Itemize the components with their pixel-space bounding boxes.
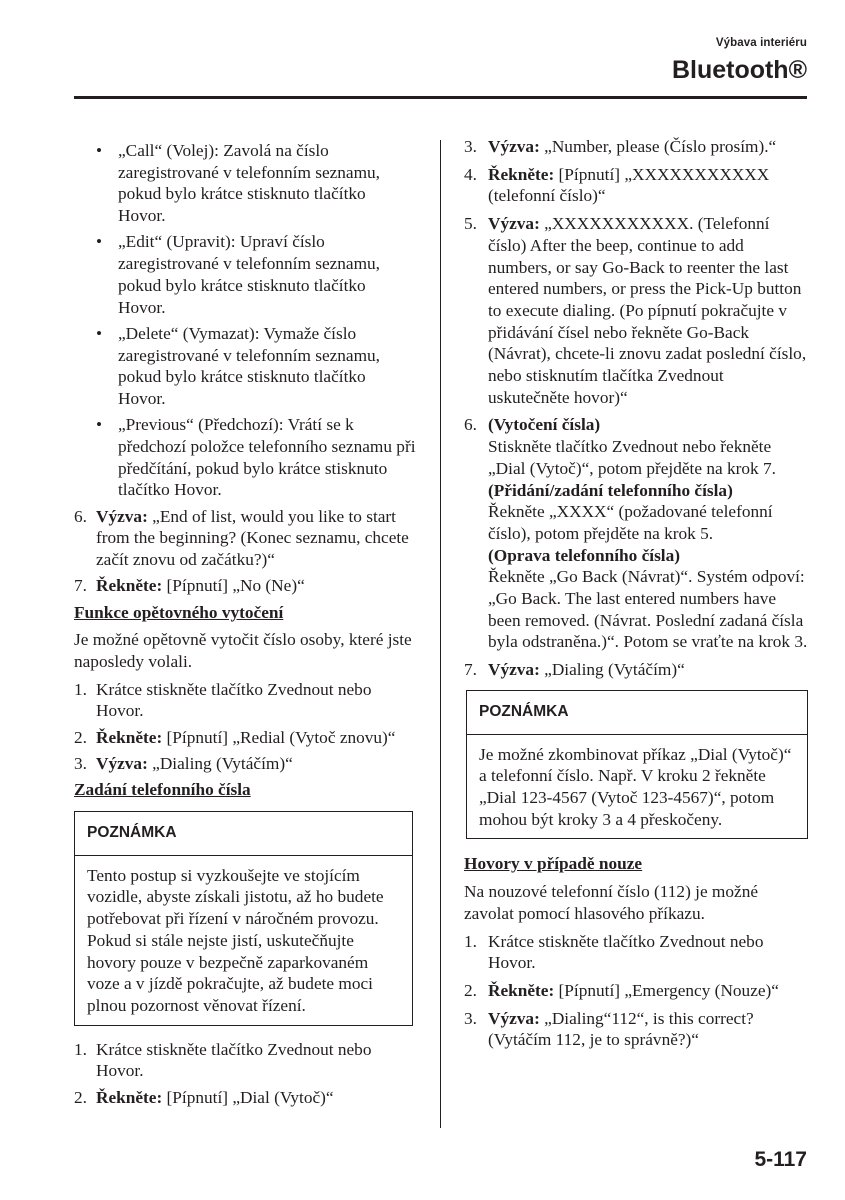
step-label: Výzva: — [488, 137, 540, 156]
redial-step-2 — [74, 727, 416, 749]
bullet-previous: • „Previous“ (Předchozí): Vrátí se k předchozí položce telefonního seznamu při předčítání, pokud bylo krátce stisknuto tlačítko Hovor. — [74, 414, 416, 501]
step-label: Výzva: — [96, 506, 148, 526]
phone-step-5 — [464, 213, 808, 408]
note-title: POZNÁMKA — [467, 691, 807, 735]
step-text: „Dialing (Vytáčím)“ — [539, 660, 685, 680]
step-text: Krátce stiskněte tlačítko Zvednout nebo Hovor. — [96, 679, 372, 721]
emergency-intro: Na nouzové telefonní číslo (112) je možné zavolat pomocí hlasového příkazu. — [464, 882, 759, 923]
step-text: „Number, please (Číslo prosím).“ — [539, 137, 777, 156]
add-number-text: Řekněte „XXXX“ (požadované telefonní číslo), potom přejděte na krok 5. — [488, 502, 773, 543]
emergency-step-1 — [464, 931, 808, 974]
dial-number-text: Stiskněte tlačítko Zvednout nebo řekněte „Dial (Vytoč)“, potom přejděte na krok 7. — [488, 437, 776, 478]
step-number: 1. — [74, 1039, 87, 1059]
step-text: [Pípnutí] „Emergency (Nouze)“ — [554, 980, 779, 1000]
step-text: Krátce stiskněte tlačítko Zvednout nebo Hovor. — [96, 1039, 372, 1081]
redial-step-3 — [74, 753, 416, 775]
correct-number-heading: (Oprava telefonního čísla) — [488, 545, 681, 565]
phone-step-3 — [464, 136, 808, 158]
redial-step-1 — [74, 679, 416, 722]
step-text: „XXXXXXXXXXX. (Telefonní číslo) After the beep, continue to add numbers, or say Go-Back to reenter the last entered numbers, or press the Pick-Up button to execute dialing. (Po pípnutí pokračujte v přidávání čísel nebo řekněte Go-Back (Návrat), chcete-li znovu zadat poslední číslo, nebo stisknutím tlačítka Zvednout uskutečněte hovor)“ — [488, 214, 807, 407]
phone-step-7 — [464, 659, 808, 681]
note-title: POZNÁMKA — [75, 812, 412, 856]
step-number: 7. — [74, 576, 87, 596]
step-text: „Dialing (Vytáčím)“ — [147, 754, 293, 774]
step-label: Výzva: — [488, 1008, 540, 1028]
bullet-edit: • „Edit“ (Upravit): Upraví číslo zaregistrované v telefonním seznamu, pokud bylo krátce stisknuto tlačítko Hovor. — [74, 231, 416, 318]
step-number: 7. — [464, 660, 477, 680]
page-title: Bluetooth® — [671, 56, 807, 84]
step-label: Řekněte: — [488, 164, 555, 184]
step-number: 5. — [464, 214, 477, 234]
phone-step-6 — [464, 414, 808, 653]
step-text: „End of list, would you like to start from the beginning? (Konec seznamu, chcete začít znovu od začátku?)“ — [96, 506, 409, 570]
note-text: Je možné zkombinovat příkaz „Dial (Vytoč)“ a telefonní číslo. Např. V kroku 2 řekněte „Dial 123-4567 (Vytoč 123-4567)“, potom mohou být kroky 3 a 4 přeskočeny. — [479, 744, 792, 829]
step-6-end-of-list — [74, 506, 416, 571]
step-number: 6. — [464, 415, 477, 435]
dial-number-heading: (Vytočení čísla) — [488, 415, 601, 435]
step-text: [Pípnutí] „Redial (Vytoč znovu)“ — [162, 727, 396, 747]
step-number: 6. — [74, 506, 87, 526]
right-column — [464, 136, 808, 1057]
step-7-answer — [74, 575, 416, 597]
emergency-heading: Hovory v případě nouze — [464, 854, 643, 874]
phone-number-heading: Zadání telefonního čísla — [74, 780, 251, 800]
step-number: 3. — [464, 1008, 477, 1028]
step-label: Řekněte: — [96, 576, 163, 596]
column-divider — [440, 140, 441, 1128]
note-box-safety — [74, 811, 413, 1026]
step-text: [Pípnutí] „XXXXXXXXXXX (telefonní číslo)“ — [488, 164, 770, 206]
redial-intro: Je možné opětovně vytočit číslo osoby, které jste naposledy volali. — [74, 630, 412, 672]
step-number: 2. — [74, 727, 87, 747]
emergency-step-3 — [464, 1008, 808, 1051]
step-label: Řekněte: — [488, 980, 555, 1000]
step-number: 1. — [74, 679, 87, 699]
page-number: 5-117 — [754, 1148, 807, 1171]
bullet-delete: • „Delete“ (Vymazat): Vymaže číslo zaregistrované v telefonním seznamu, pokud bylo krátce stisknuto tlačítko Hovor. — [74, 323, 416, 410]
step-number: 3. — [464, 137, 477, 156]
redial-heading: Funkce opětovného vytočení — [74, 602, 284, 622]
step-number: 4. — [464, 164, 477, 184]
step-number: 2. — [74, 1087, 87, 1107]
step-label: Výzva: — [488, 214, 540, 234]
header-rule — [74, 96, 807, 99]
step-text: Krátce stiskněte tlačítko Zvednout nebo Hovor. — [488, 931, 764, 973]
phone-step-4 — [464, 164, 808, 207]
step-label: Výzva: — [488, 660, 540, 680]
bullet-call: • „Call“ (Volej): Zavolá na číslo zaregistrované v telefonním seznamu, pokud bylo krátce stisknuto tlačítko Hovor. — [74, 140, 416, 227]
phone-step-2 — [74, 1087, 416, 1109]
correct-number-text: Řekněte „Go Back (Návrat)“. Systém odpoví: „Go Back. The last entered numbers have been removed. (Návrat. Poslední zadaná čísla byla odstraněna.)“. Potom se vraťte na krok 3. — [488, 567, 808, 652]
emergency-step-2 — [464, 980, 808, 1002]
step-number: 3. — [74, 754, 87, 774]
note-text: Tento postup si vyzkoušejte ve stojícím vozidle, abyste získali jistotu, až ho budete potřebovat při řízení v náročném provozu. Pokud si stále nejste jistí, uskutečňujte hovory pouze v bezpečně zaparkovaném voze a v jízdě pokračujte, až budete moci plnou pozornost věnovat řízení. — [87, 865, 384, 1015]
phone-step-1 — [74, 1039, 416, 1082]
step-text: [Pípnutí] „No (Ne)“ — [162, 576, 305, 596]
step-number: 1. — [464, 931, 477, 951]
section-name: Výbava interiéru — [715, 37, 807, 49]
step-number: 2. — [464, 980, 477, 1000]
step-text: [Pípnutí] „Dial (Vytoč)“ — [162, 1087, 334, 1107]
step-label: Výzva: — [96, 754, 148, 774]
note-box-combine — [466, 690, 808, 840]
step-label: Řekněte: — [96, 727, 163, 747]
step-label: Řekněte: — [96, 1087, 163, 1107]
add-number-heading: (Přidání/zadání telefonního čísla) — [488, 480, 733, 500]
step-text: „Dialing“112“, is this correct? (Vytáčím 112, je to správně?)“ — [488, 1008, 754, 1050]
left-column — [74, 136, 416, 1113]
